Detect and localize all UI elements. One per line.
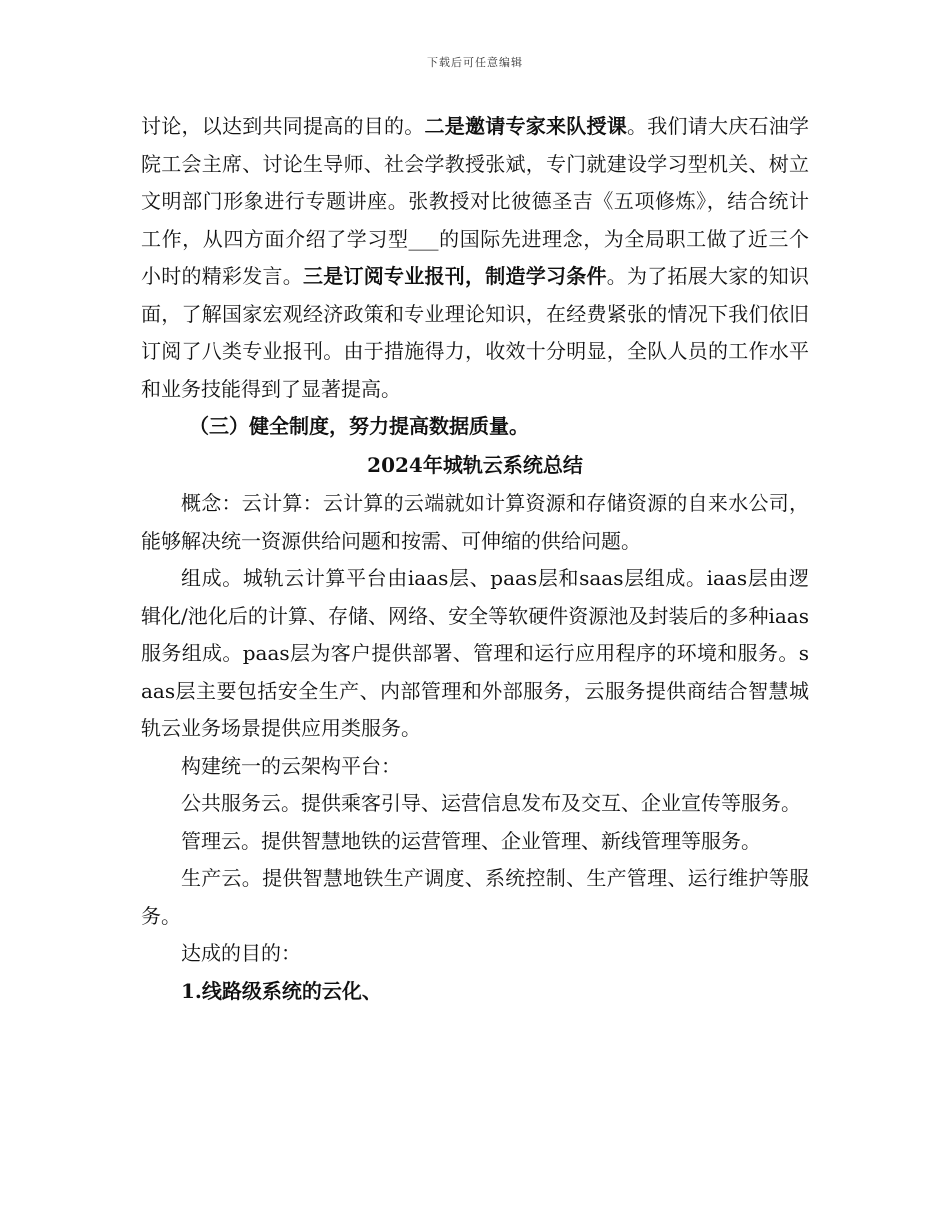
document-title: 2024年城轨云系统总结 xyxy=(367,452,583,477)
header-note: 下载后可任意编辑 xyxy=(427,56,523,69)
document-body xyxy=(141,108,809,1010)
paragraph-goals: 达成的目的： xyxy=(181,941,301,965)
bold-point-three: 三是订阅专业报刊，制造学习条件 xyxy=(303,264,607,288)
paragraph-management-cloud: 管理云。提供智慧地铁的运营管理、企业管理、新线管理等服务。 xyxy=(181,828,761,853)
list-item-line-cloud: 1.线路级系统的云化、 xyxy=(181,978,382,1003)
paragraph-composition: 组成。城轨云计算平台由iaas层、paas层和saas层组成。iaas层由逻辑化/池化后的计算、存储、网络、安全等软硬件资源池及封装后的多种iaas服务组成。paas层为客户提供部署、管理和运行应用程序的环境和服务。saas层主要包括安全生产、内部管理和外部服务，云服务提供商结合智慧城轨云业务场景提供应用类服务。 xyxy=(141,566,809,740)
paragraph-platform: 构建统一的云架构平台： xyxy=(181,753,401,778)
paragraph-study-measures xyxy=(141,108,809,408)
bold-point-two: 二是邀请专家来队授课 xyxy=(424,114,627,138)
paragraph-public-cloud: 公共服务云。提供乘客引导、运营信息发布及交互、企业宣传等服务。 xyxy=(181,791,801,815)
paragraph-production-cloud: 生产云。提供智慧地铁生产调度、系统控制、生产管理、运行维护等服务。 xyxy=(141,866,809,928)
paragraph-concept: 概念：云计算：云计算的云端就如计算资源和存储资源的自来水公司，能够解决统一资源供给问题和按需、可伸缩的供给问题。 xyxy=(141,491,809,553)
paragraph-text: 。为了拓展大家的知识面，了解国家宏观经济政策和专业理论知识，在经费紧张的情况下我们依旧订阅了八类专业报刊。由于措施得力，收效十分明显，全队人员的工作水平和业务技能得到了显著提高。 xyxy=(141,264,809,401)
paragraph-text: 。我们请大庆石油学院工会主席、讨论生导师、社会学教授张斌，专门就建设学习型机关、树立文明部门形象进行专题讲座。张教授对比彼德圣吉《五项修炼》，结合统计工作，从四方面介绍了学习型___的国际先进理念，为全局职工做了近三个小时的精彩发言。 xyxy=(141,114,809,288)
paragraph-text: 讨论，以达到共同提高的目的。 xyxy=(141,114,425,138)
section-subheading: （三）健全制度，努力提高数据质量。 xyxy=(189,414,529,438)
